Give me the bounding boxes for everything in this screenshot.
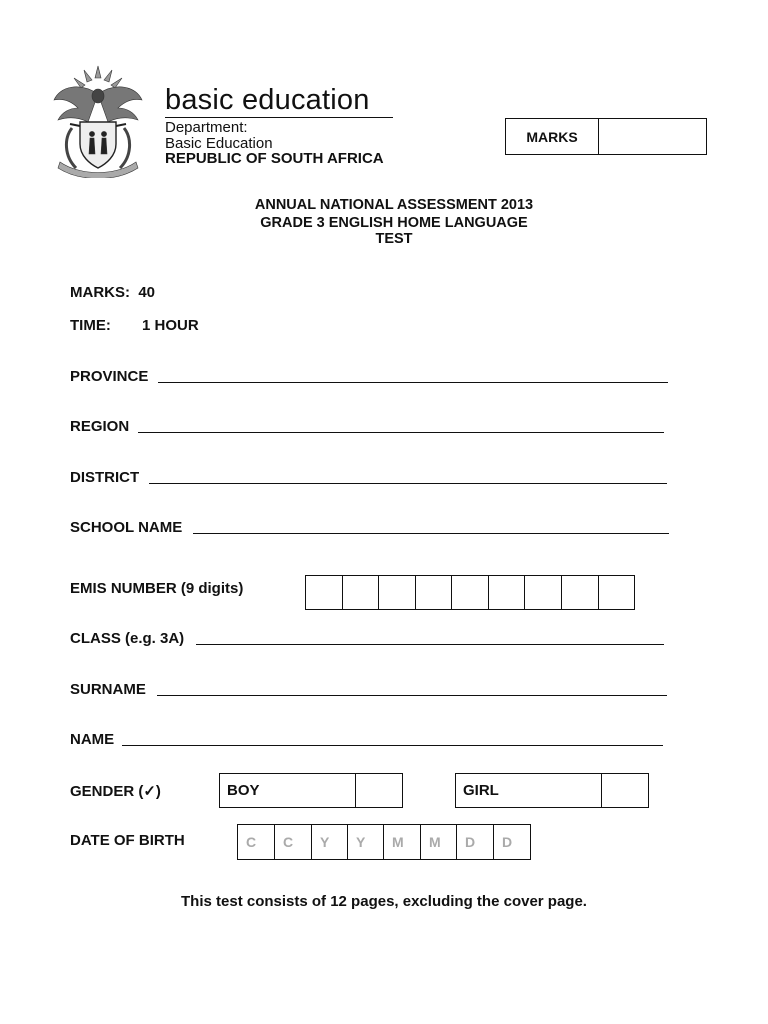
- emis-digit-cell[interactable]: [599, 576, 634, 609]
- gender-girl-label: GIRL: [456, 774, 602, 807]
- district-label: DISTRICT: [70, 469, 140, 486]
- marks-info-label: MARKS:: [70, 284, 130, 301]
- gender-boy-checkbox[interactable]: [356, 774, 402, 807]
- page-count-note: This test consists of 12 pages, excluding the cover page.: [181, 893, 587, 910]
- emis-grid: [305, 575, 635, 610]
- region-field[interactable]: [138, 432, 664, 433]
- region-label: REGION: [70, 418, 130, 435]
- province-field[interactable]: [158, 382, 668, 383]
- gender-girl-checkbox[interactable]: [602, 774, 648, 807]
- emis-digit-cell[interactable]: [343, 576, 379, 609]
- coat-of-arms-icon: [50, 64, 146, 178]
- time-info-label: TIME:: [70, 317, 111, 334]
- brand-name: basic education: [165, 84, 370, 116]
- gender-label: GENDER (✓): [70, 783, 161, 800]
- emis-digit-cell[interactable]: [489, 576, 525, 609]
- emis-digit-cell[interactable]: [525, 576, 562, 609]
- surname-field[interactable]: [157, 695, 667, 696]
- marks-info: [70, 284, 155, 301]
- class-field[interactable]: [196, 644, 664, 645]
- brand-underline: [165, 117, 393, 118]
- time-info-value: 1 HOUR: [142, 317, 199, 334]
- date-of-birth-label: DATE OF BIRTH: [70, 832, 185, 849]
- title-line2: GRADE 3 ENGLISH HOME LANGUAGE: [260, 214, 528, 231]
- emis-digit-cell[interactable]: [562, 576, 599, 609]
- dob-cell[interactable]: C: [238, 825, 275, 859]
- school-name-label: SCHOOL NAME: [70, 519, 183, 536]
- class-label: CLASS (e.g. 3A): [70, 630, 185, 647]
- dob-cell[interactable]: D: [457, 825, 494, 859]
- title-line1: ANNUAL NATIONAL ASSESSMENT 2013: [254, 197, 534, 213]
- marks-box-label: MARKS: [506, 119, 599, 154]
- name-field[interactable]: [122, 745, 663, 746]
- dob-cell[interactable]: M: [384, 825, 421, 859]
- dob-cell[interactable]: D: [502, 834, 513, 850]
- date-of-birth-grid: [237, 824, 531, 860]
- gender-boy-label: BOY: [220, 774, 356, 807]
- surname-label: SURNAME: [70, 681, 146, 698]
- school-name-field[interactable]: [193, 533, 669, 534]
- emis-digit-cell[interactable]: [379, 576, 416, 609]
- emis-digit-cell[interactable]: [452, 576, 489, 609]
- emis-digit-cell[interactable]: [306, 576, 343, 609]
- country-name: REPUBLIC OF SOUTH AFRICA: [165, 150, 384, 167]
- emis-digit-cell[interactable]: [416, 576, 452, 609]
- department-block: [165, 120, 384, 167]
- dob-cell[interactable]: M: [421, 825, 457, 859]
- marks-info-value: 40: [138, 284, 156, 301]
- province-label: PROVINCE: [70, 368, 149, 385]
- marks-box-value[interactable]: [599, 119, 706, 154]
- test-title: [0, 197, 768, 249]
- marks-box: [505, 118, 707, 155]
- dob-cell[interactable]: C: [275, 825, 312, 859]
- time-info: [70, 317, 199, 334]
- emis-label: EMIS NUMBER (9 digits): [70, 580, 244, 597]
- department-line2: Basic Education: [165, 134, 273, 152]
- title-line3: TEST: [375, 231, 413, 247]
- name-label: NAME: [70, 731, 115, 748]
- gender-girl-box: [455, 773, 649, 808]
- dob-cell[interactable]: Y: [312, 825, 348, 859]
- department-line1: Department:: [165, 119, 248, 136]
- district-field[interactable]: [149, 483, 667, 484]
- dob-cell[interactable]: Y: [348, 825, 384, 859]
- gender-boy-box: [219, 773, 403, 808]
